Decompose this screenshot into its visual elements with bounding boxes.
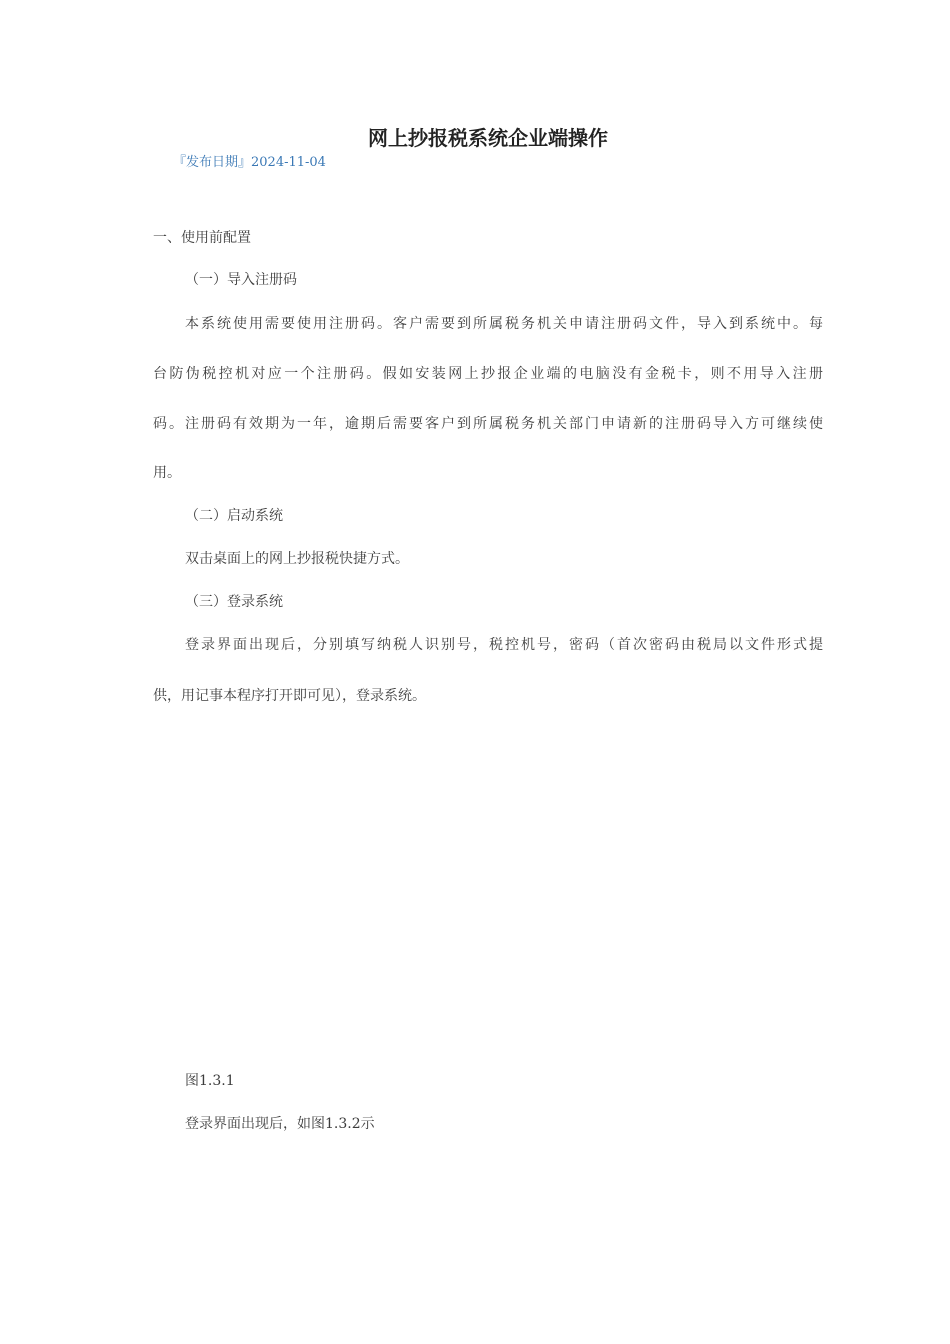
paragraph-line: 供，用记事本程序打开即可见），登录系统。 [153, 688, 426, 704]
figure-caption: 图1.3.1 [185, 1073, 235, 1089]
publish-date: 『发布日期』2024-11-04 [173, 155, 326, 170]
subsection-heading-login: （三）登录系统 [185, 594, 283, 610]
subsection-heading-import: （一）导入注册码 [185, 272, 297, 288]
paragraph-line: 码。注册码有效期为一年，逾期后需要客户到所属税务机关部门申请新的注册码导入方可继续使 [153, 416, 823, 432]
paragraph-line: 登录界面出现后，分别填写纳税人识别号，税控机号，密码（首次密码由税局以文件形式提 [185, 637, 823, 653]
subsection-heading-start: （二）启动系统 [185, 508, 283, 524]
section-heading: 一、使用前配置 [153, 230, 251, 246]
paragraph-registration-code [153, 313, 823, 483]
paragraph-line: 本系统使用需要使用注册码。客户需要到所属税务机关申请注册码文件，导入到系统中。每 [185, 316, 823, 332]
paragraph-start-system: 双击桌面上的网上抄报税快捷方式。 [185, 551, 409, 567]
paragraph-login [153, 634, 823, 706]
paragraph-line: 台防伪税控机对应一个注册码。假如安装网上抄报企业端的电脑没有金税卡，则不用导入注册 [153, 366, 823, 382]
paragraph-line: 用。 [153, 465, 181, 481]
paragraph-after-figure: 登录界面出现后，如图1.3.2示 [185, 1116, 375, 1132]
figure-area [185, 730, 765, 1050]
page-title: 网上抄报税系统企业端操作 [368, 126, 608, 150]
